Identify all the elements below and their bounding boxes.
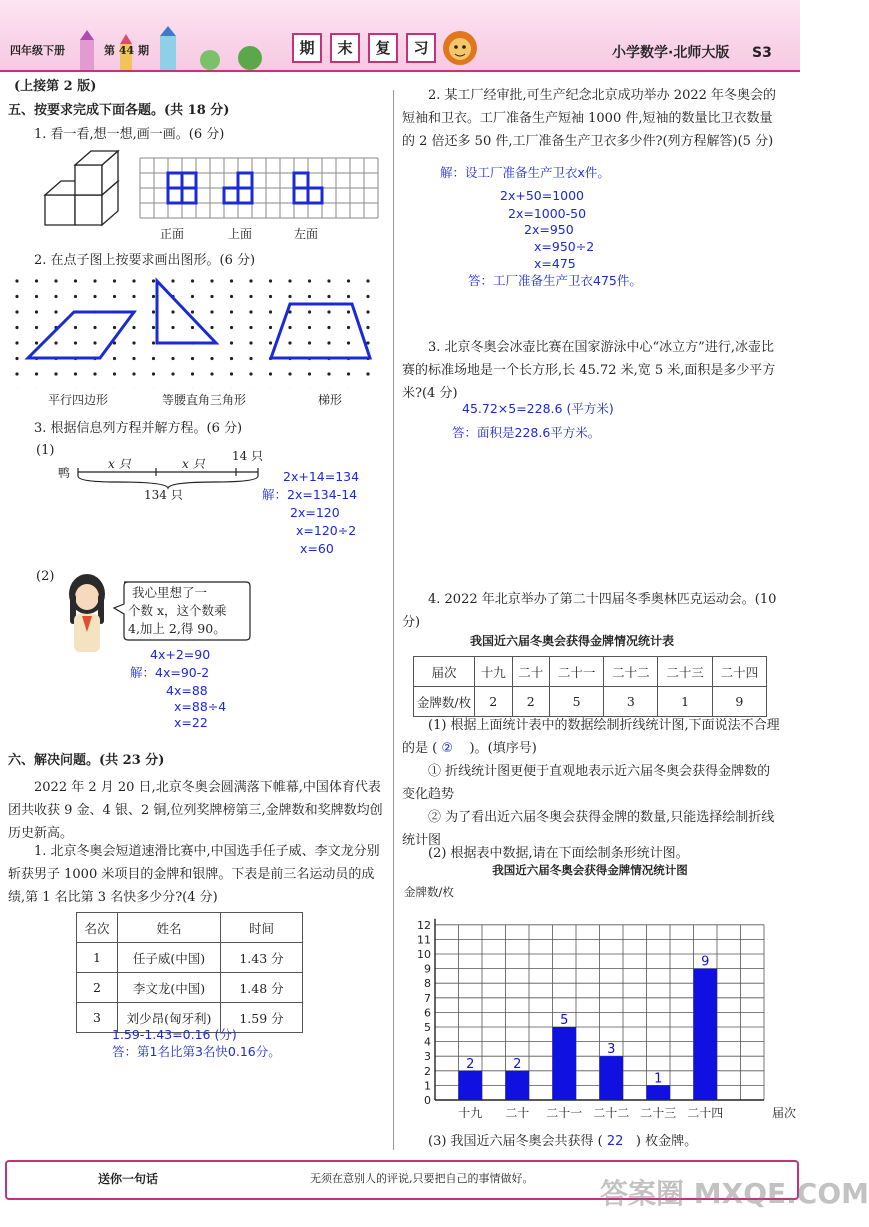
- bar-value-label: 3: [607, 1042, 616, 1058]
- section6-intro: 2022 年 2 月 20 日,北京冬奥会圆满落下帷幕,中国体育代表团共收获 9 金、4 银、2 铜,位列奖牌榜第三,金牌数和奖牌数均创历史新高。: [8, 780, 383, 841]
- shape-label-parallelogram: 平行四边形: [48, 393, 109, 407]
- table-cell: 3: [604, 687, 658, 717]
- subject-label: 小学数学·北师大版: [612, 45, 730, 61]
- q4-1-end: )。(填序号): [469, 741, 537, 756]
- speed-skating-table: [76, 912, 303, 1033]
- solution-line: 45.72×5=228.6 (平方米): [462, 401, 614, 416]
- table-cell: 2: [475, 687, 513, 717]
- y-tick-label: 4: [424, 1035, 431, 1049]
- solution-line: 解：4x=90-2: [130, 665, 210, 680]
- y-tick-label: 9: [424, 962, 431, 976]
- bar-value-label: 2: [513, 1056, 522, 1072]
- question-5-1: 1. 看一看,想一想,画一画。(6 分): [34, 127, 225, 142]
- y-tick-label: 6: [424, 1006, 431, 1020]
- continued-note: (上接第 2 版): [14, 79, 97, 94]
- grade-label: 四年级下册: [10, 44, 65, 57]
- gold-medal-table: [413, 656, 767, 717]
- x-tick-label: 十九: [458, 1106, 483, 1120]
- table-cell: 十九: [475, 657, 513, 687]
- q4-1-answer: ②: [441, 741, 454, 756]
- table-cell: 二十一: [550, 657, 604, 687]
- table-cell: 二十三: [658, 657, 712, 687]
- table-header: 时间: [221, 913, 303, 943]
- table-cell: 二十二: [604, 657, 658, 687]
- x-tick-label: 二十四: [687, 1106, 724, 1120]
- solution-line: 2x=120: [290, 505, 340, 520]
- x-tick-label: 二十: [505, 1106, 530, 1120]
- question-6-3: 3. 北京冬奥会冰壶比赛在国家游泳中心“冰立方”进行,冰壶比赛的标准场地是一个长方形,长 45.72 米,宽 5 米,面积是多少平方米?(4 分): [402, 340, 776, 401]
- bar: [600, 1056, 624, 1100]
- table-header: 名次: [77, 913, 118, 943]
- section6-title: 六、解决问题。(共 23 分): [8, 753, 165, 768]
- section5-title: 五、按要求完成下面各题。(共 18 分): [8, 103, 230, 118]
- page-number: S3: [752, 45, 772, 61]
- question-5-2: 2. 在点子图上按要求画出图形。(6 分): [34, 253, 256, 268]
- view-label-top: 上面: [228, 227, 253, 241]
- duck-label: 鸭: [58, 466, 71, 480]
- y-tick-label: 2: [424, 1064, 431, 1078]
- cube-solid-figure: [40, 155, 125, 230]
- table-cell: 二十四: [712, 657, 766, 687]
- issue-label: 第 44 期: [104, 44, 149, 57]
- solution-line: x=950÷2: [534, 239, 595, 254]
- bar: [459, 1071, 483, 1100]
- table-cell: 3: [77, 1003, 118, 1033]
- shape-label-trapezoid: 梯形: [318, 393, 343, 407]
- view-label-front: 正面: [160, 227, 185, 241]
- solution-line: 2x=950: [524, 222, 574, 237]
- table-cell: 1.48 分: [221, 973, 303, 1003]
- table-cell: 9: [712, 687, 766, 717]
- x-axis-label: 届次: [771, 1106, 797, 1120]
- y-tick-label: 10: [417, 948, 431, 961]
- castle-illustration: [60, 30, 280, 70]
- y-tick-label: 11: [417, 933, 431, 947]
- option-1: ① 折线统计图更便于直观地表示近六届冬奥会获得金牌数的变化趋势: [402, 764, 771, 802]
- table-cell: 二十: [512, 657, 550, 687]
- question-6-1: 1. 北京冬奥会短道速滑比赛中,中国选手任子威、李文龙分别斩获男子 1000 米项目的金牌和银牌。下表是前三名运动员的成绩,第 1 名比第 3 名快多少分?(4 分): [8, 844, 380, 905]
- y-tick-label: 0: [424, 1094, 431, 1107]
- solution-line: 解：2x=134-14: [262, 487, 358, 502]
- solution-line: 2x=1000-50: [508, 206, 587, 221]
- solution-line: 1.59-1.43=0.16 (分): [112, 1027, 237, 1042]
- speech-line: 我心里想了一: [132, 585, 208, 600]
- question-4-1: [402, 714, 780, 760]
- table-cell: 1.43 分: [221, 943, 303, 973]
- solution-line: x=88÷4: [174, 699, 227, 714]
- table-row-label: 届次: [414, 657, 475, 687]
- header-rule: [0, 70, 800, 72]
- table-cell: 1.59 分: [221, 1003, 303, 1033]
- footer-label: 送你一句话: [98, 1172, 159, 1186]
- table-cell: 2: [77, 973, 118, 1003]
- y-tick-label: 8: [424, 977, 431, 991]
- table-row-label: 金牌数/枚: [414, 687, 475, 717]
- bar-value-label: 9: [701, 954, 710, 970]
- solution-line: 答：第1名比第3名快0.16分。: [112, 1044, 281, 1059]
- q4-3-text: (3) 我国近六届冬奥会共获得 (: [428, 1134, 603, 1149]
- view-grids: [140, 158, 380, 220]
- solution-line: 2x+50=1000: [500, 188, 585, 203]
- solution-line: x=475: [534, 256, 576, 271]
- y-tick-label: 5: [424, 1021, 431, 1034]
- bar-value-label: 5: [560, 1013, 569, 1028]
- question-4-3: [428, 1133, 697, 1151]
- speech-line: 个数 x，这个数乘: [128, 603, 227, 618]
- x-label-2: x 只: [182, 457, 205, 471]
- solution-line: x=120÷2: [296, 523, 357, 538]
- question-5-3: 3. 根据信息列方程并解方程。(6 分): [34, 421, 243, 436]
- question-4-2: (2) 根据表中数据,请在下面绘制条形统计图。: [428, 846, 689, 861]
- y-tick-label: 12: [417, 918, 431, 932]
- table-cell: 1: [77, 943, 118, 973]
- part-2-label: (2): [36, 569, 55, 584]
- column-divider: [393, 90, 394, 1150]
- y-tick-label: 3: [424, 1050, 431, 1064]
- bar: [694, 969, 718, 1100]
- view-label-left: 左面: [294, 227, 319, 241]
- stat-table-title: 我国近六届冬奥会获得金牌情况统计表: [470, 634, 675, 648]
- bar: [553, 1027, 577, 1100]
- y-tick-label: 7: [424, 991, 431, 1005]
- chart-title: 我国近六届冬奥会获得金牌情况统计图: [492, 863, 688, 877]
- q4-3-end: ) 枚金牌。: [635, 1134, 698, 1149]
- solution-line: 答：面积是228.6平方米。: [452, 425, 601, 440]
- footer-quote: 无须在意别人的评说,只要把自己的事情做好。: [310, 1172, 534, 1185]
- lion-mascot-icon: [440, 28, 480, 70]
- title-char: 习: [406, 33, 436, 63]
- table-cell: 1: [658, 687, 712, 717]
- option-2: ② 为了看出近六届冬奥会获得金牌的数量,只能选择绘制折线统计图: [402, 810, 775, 848]
- solution-line: 解：设工厂准备生产卫衣x件。: [440, 165, 610, 180]
- y-axis-label: 金牌数/枚: [404, 885, 454, 899]
- shape-label-triangle: 等腰直角三角形: [162, 393, 247, 407]
- x-tick-label: 二十二: [593, 1106, 630, 1120]
- total-label: 134 只: [144, 488, 183, 502]
- table-header: 姓名: [118, 913, 221, 943]
- watermark: 答案圈 MXQE.COM: [600, 1177, 869, 1210]
- question-6-4: 4. 2022 年北京举办了第二十四届冬季奥林匹克运动会。(10 分): [402, 592, 777, 630]
- bar: [647, 1085, 671, 1100]
- fourteen-label: 14 只: [232, 449, 264, 463]
- title-char: 期: [292, 33, 322, 63]
- q4-3-answer: 22: [606, 1134, 624, 1149]
- x-tick-label: 二十一: [546, 1106, 583, 1120]
- table-cell: 5: [550, 687, 604, 717]
- gold-medal-bar-chart: [400, 860, 797, 1125]
- solution-line: 答：工厂准备生产卫衣475件。: [468, 273, 642, 288]
- solution-line: 4x+2=90: [150, 647, 211, 662]
- table-cell: 刘少昂(匈牙利): [118, 1003, 221, 1033]
- solution-line: 2x+14=134: [283, 469, 360, 484]
- girl-illustration: [62, 570, 112, 656]
- title-char: 末: [330, 33, 360, 63]
- bar-value-label: 2: [466, 1056, 475, 1072]
- title-char: 复: [368, 33, 398, 63]
- x-label-1: x 只: [108, 457, 131, 471]
- x-tick-label: 二十三: [640, 1106, 677, 1120]
- solution-line: x=22: [174, 715, 208, 730]
- table-cell: 李文龙(中国): [118, 973, 221, 1003]
- part-1-label: (1): [36, 443, 55, 458]
- y-tick-label: 1: [424, 1079, 431, 1093]
- solution-line: 4x=88: [166, 683, 208, 698]
- dot-grid-figure: [14, 278, 384, 388]
- solution-line: x=60: [300, 541, 334, 556]
- table-cell: 任子威(中国): [118, 943, 221, 973]
- q4-1-text: (1) 根据上面统计表中的数据绘制折线统计图,下面说法不合理的是 (: [402, 718, 780, 756]
- bar: [506, 1071, 530, 1100]
- speech-line: 4,加上 2,得 90。: [128, 621, 226, 636]
- bar-value-label: 1: [654, 1071, 663, 1087]
- table-cell: 2: [512, 687, 550, 717]
- question-6-2: 2. 某工厂经审批,可生产纪念北京成功举办 2022 年冬奥会的短袖和卫衣。工厂准备生产短袖 1000 件,短袖的数量比卫衣数量的 2 倍还多 50 件,工厂准备生产卫衣多少件?(列方程解答)(5 分): [402, 88, 777, 149]
